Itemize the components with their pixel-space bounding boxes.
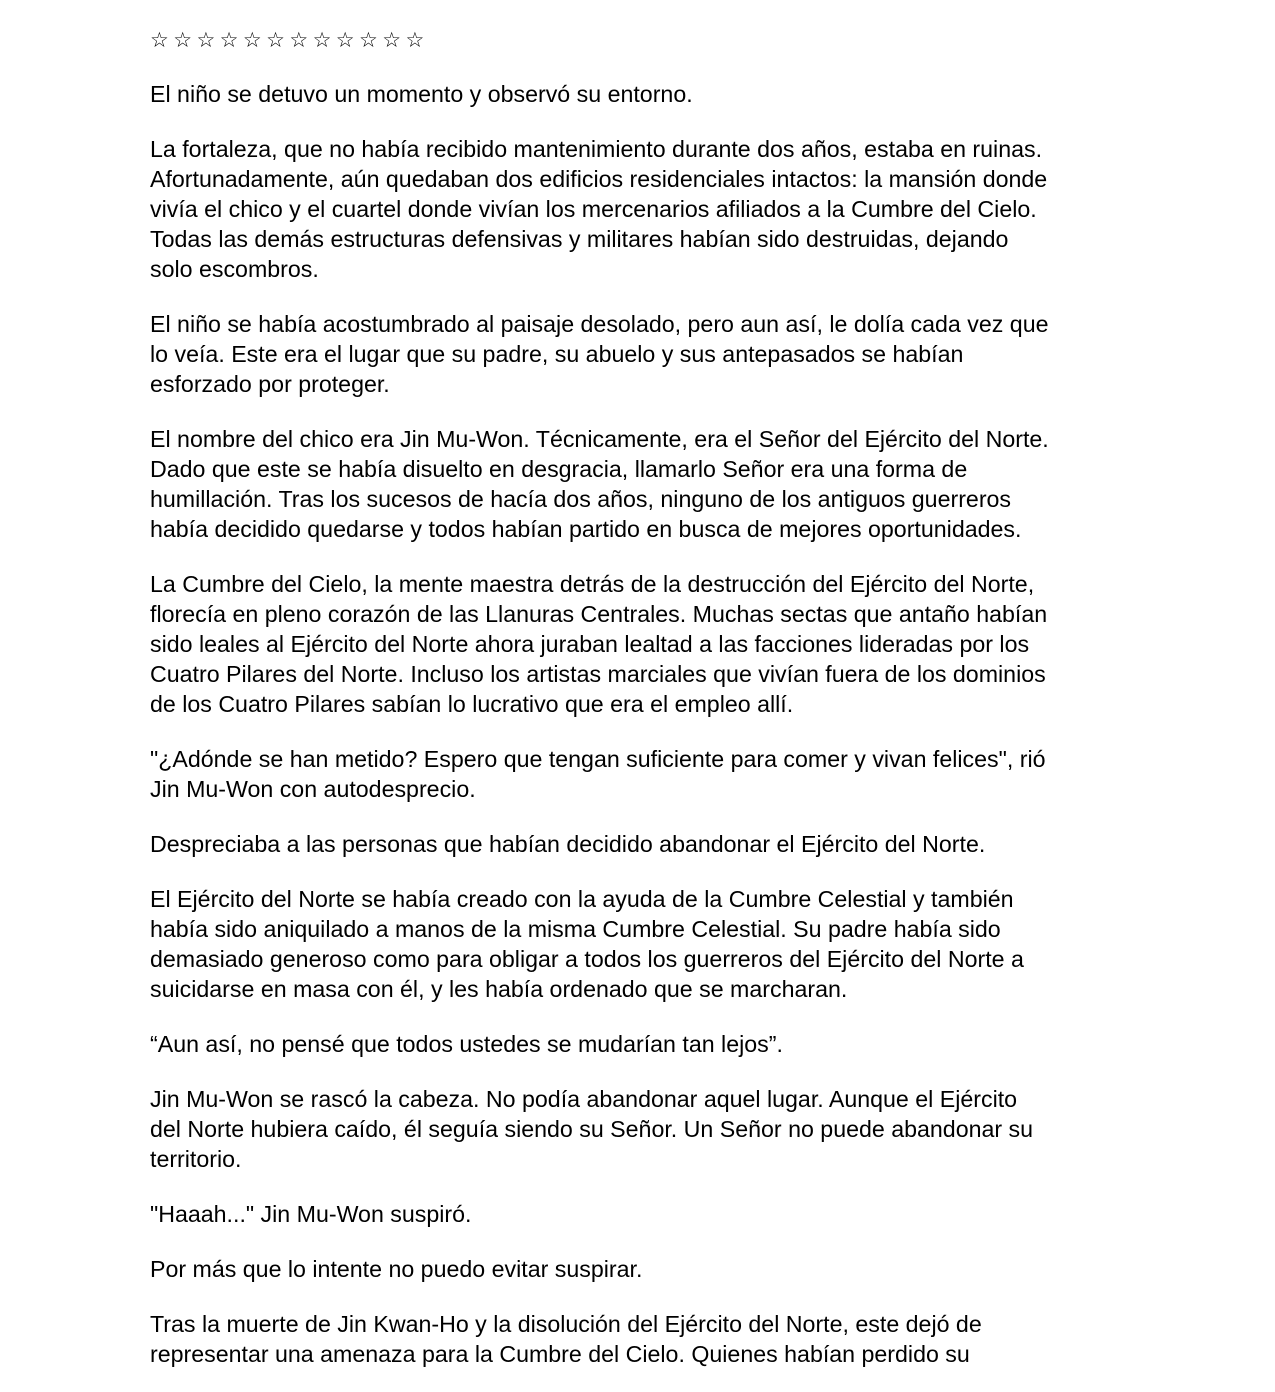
text-line: Jin Mu-Won se rascó la cabeza. No podía abandonar aquel lugar. Aunque el Ejército <box>150 1086 1018 1112</box>
text-line: vivía el chico y el cuartel donde vivían los mercenarios afiliados a la Cumbre del Cielo. <box>150 196 1037 222</box>
paragraph <box>150 309 1135 399</box>
paragraph <box>150 79 1135 109</box>
text-line: representar una amenaza para la Cumbre del Cielo. Quienes habían perdido su <box>150 1341 970 1367</box>
paragraph <box>150 134 1135 284</box>
paragraph <box>150 424 1135 544</box>
text-line: lo veía. Este era el lugar que su padre, su abuelo y sus antepasados se habían <box>150 341 964 367</box>
text-line: El nombre del chico era Jin Mu-Won. Técnicamente, era el Señor del Ejército del Norte. <box>150 426 1049 452</box>
text-line: Por más que lo intente no puedo evitar suspirar. <box>150 1256 643 1282</box>
text-line: El niño se detuvo un momento y observó su entorno. <box>150 81 693 107</box>
paragraph <box>150 1084 1135 1174</box>
section-divider: ☆☆☆☆☆☆☆☆☆☆☆☆ <box>150 28 429 52</box>
paragraph <box>150 1199 1135 1229</box>
text-line: solo escombros. <box>150 256 319 282</box>
text-line: de los Cuatro Pilares sabían lo lucrativo que era el empleo allí. <box>150 691 794 717</box>
text-line: Cuatro Pilares del Norte. Incluso los artistas marciales que vivían fuera de los dominios <box>150 661 1046 687</box>
text-line: Afortunadamente, aún quedaban dos edificios residenciales intactos: la mansión donde <box>150 166 1048 192</box>
text-line: territorio. <box>150 1146 242 1172</box>
paragraph <box>150 884 1135 1004</box>
document-body <box>150 26 1135 1392</box>
text-line: Jin Mu-Won con autodesprecio. <box>150 776 476 802</box>
text-line: "Haaah..." Jin Mu-Won suspiró. <box>150 1201 472 1227</box>
text-line: La fortaleza, que no había recibido mantenimiento durante dos años, estaba en ruinas. <box>150 136 1043 162</box>
text-line: había decidido quedarse y todos habían partido en busca de mejores oportunidades. <box>150 516 1022 542</box>
text-line: Tras la muerte de Jin Kwan-Ho y la disolución del Ejército del Norte, este dejó de <box>150 1311 982 1337</box>
text-line: La Cumbre del Cielo, la mente maestra detrás de la destrucción del Ejército del Norte, <box>150 571 1035 597</box>
text-line: "¿Adónde se han metido? Espero que tengan suficiente para comer y vivan felices", rió <box>150 746 1046 772</box>
paragraph <box>150 829 1135 859</box>
text-line: sido leales al Ejército del Norte ahora juraban lealtad a las facciones lideradas por los <box>150 631 1030 657</box>
text-line: del Norte hubiera caído, él seguía siendo su Señor. Un Señor no puede abandonar su <box>150 1116 1034 1142</box>
paragraph <box>150 1309 1135 1369</box>
text-line: había sido aniquilado a manos de la misma Cumbre Celestial. Su padre había sido <box>150 916 1001 942</box>
text-line: Despreciaba a las personas que habían decidido abandonar el Ejército del Norte. <box>150 831 986 857</box>
text-line: “Aun así, no pensé que todos ustedes se mudarían tan lejos”. <box>150 1031 783 1057</box>
text-line: esforzado por proteger. <box>150 371 390 397</box>
paragraph <box>150 1254 1135 1284</box>
paragraph <box>150 569 1135 719</box>
text-line: Todas las demás estructuras defensivas y militares habían sido destruidas, dejando <box>150 226 1009 252</box>
text-line: El niño se había acostumbrado al paisaje desolado, pero aun así, le dolía cada vez que <box>150 311 1049 337</box>
text-line: demasiado generoso como para obligar a todos los guerreros del Ejército del Norte a <box>150 946 1024 972</box>
paragraph <box>150 744 1135 804</box>
text-line: suicidarse en masa con él, y les había ordenado que se marcharan. <box>150 976 848 1002</box>
paragraph <box>150 1029 1135 1059</box>
text-line: El Ejército del Norte se había creado con la ayuda de la Cumbre Celestial y también <box>150 886 1014 912</box>
text-line: florecía en pleno corazón de las Llanuras Centrales. Muchas sectas que antaño habían <box>150 601 1048 627</box>
text-line: humillación. Tras los sucesos de hacía dos años, ninguno de los antiguos guerreros <box>150 486 1012 512</box>
text-line: Dado que este se había disuelto en desgracia, llamarlo Señor era una forma de <box>150 456 968 482</box>
